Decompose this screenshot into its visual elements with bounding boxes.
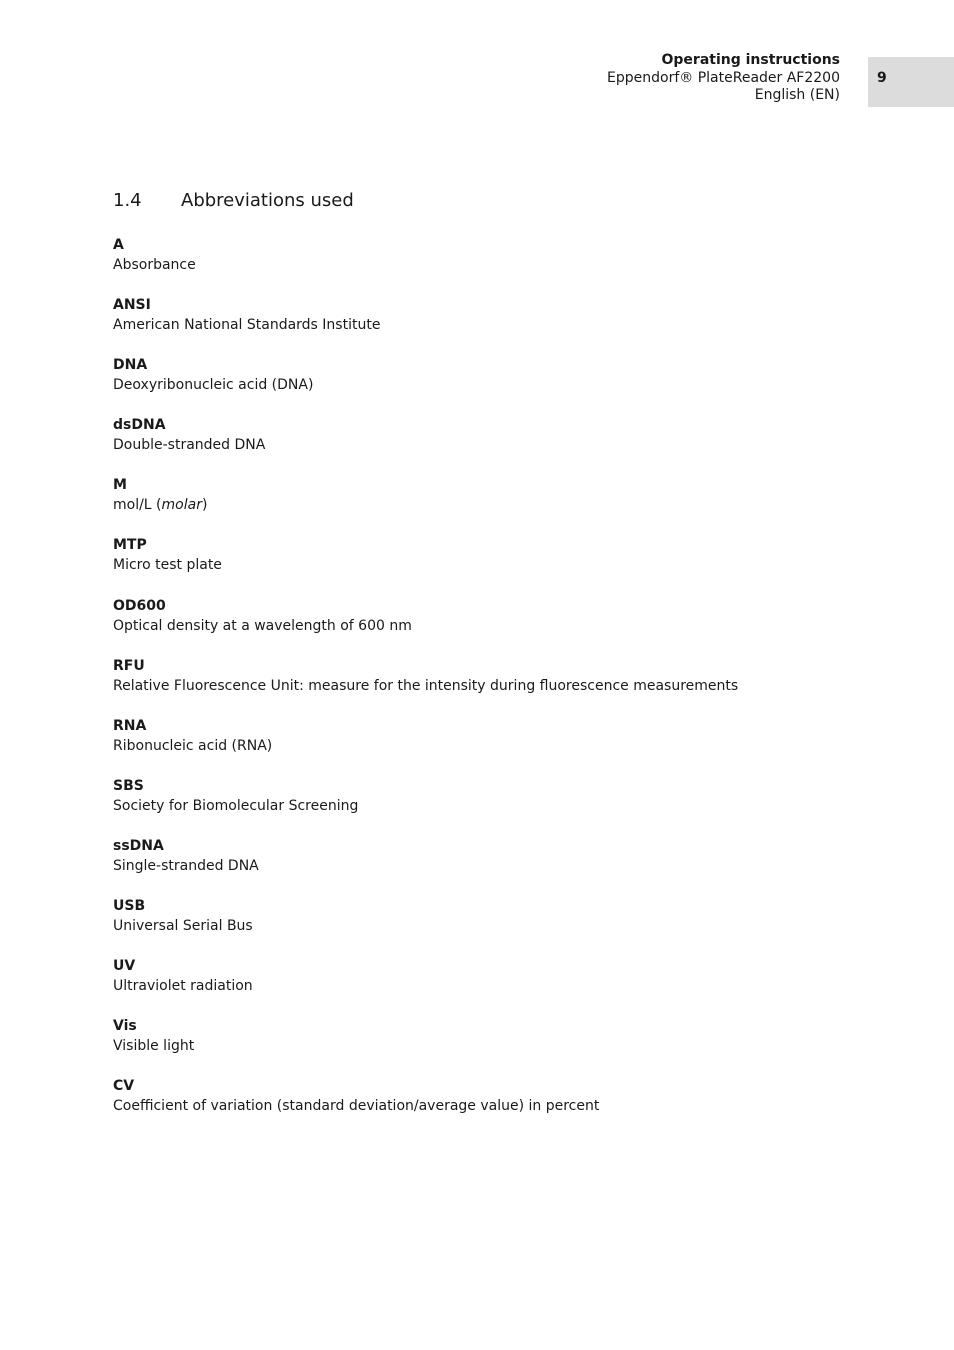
page-number: 9 xyxy=(877,70,887,86)
abbreviation-definition: Ultraviolet radiation xyxy=(113,978,253,995)
abbreviation-term: DNA xyxy=(113,357,148,374)
abbreviation-term: SBS xyxy=(113,777,144,794)
abbreviation-term: ANSI xyxy=(113,297,151,314)
abbreviation-definition: Deoxyribonucleic acid (DNA) xyxy=(113,377,314,394)
abbreviation-term: RFU xyxy=(113,657,145,674)
abbreviation-term: Vis xyxy=(113,1018,137,1035)
section-number: 1.4 xyxy=(113,190,142,211)
page-number-tab xyxy=(868,57,954,107)
abbreviation-definition: Universal Serial Bus xyxy=(113,918,253,935)
abbreviation-definition: Micro test plate xyxy=(113,557,222,574)
abbreviation-item xyxy=(113,777,738,837)
abbreviation-definition: Society for Biomolecular Screening xyxy=(113,797,359,814)
abbreviation-item xyxy=(113,957,738,1017)
abbreviation-term: CV xyxy=(113,1078,135,1095)
abbreviation-item xyxy=(113,717,738,777)
abbreviation-item xyxy=(113,416,738,476)
abbreviation-item xyxy=(113,536,738,596)
abbreviation-list xyxy=(113,236,738,1137)
abbreviation-definition: Coefficient of variation (standard deviation/average value) in percent xyxy=(113,1098,600,1115)
abbreviation-definition: Ribonucleic acid (RNA) xyxy=(113,737,273,754)
abbreviation-item xyxy=(113,1077,738,1137)
abbreviation-term: dsDNA xyxy=(113,417,166,434)
abbreviation-term: MTP xyxy=(113,537,147,554)
abbreviation-definition: Visible light xyxy=(113,1038,195,1055)
abbreviation-item xyxy=(113,657,738,717)
abbreviation-definition: Optical density at a wavelength of 600 nm xyxy=(113,617,412,634)
definition-suffix: ) xyxy=(201,497,208,514)
definition-prefix: mol/L ( xyxy=(113,497,162,514)
section-title: Abbreviations used xyxy=(181,190,354,211)
abbreviation-term: OD600 xyxy=(113,597,166,614)
abbreviation-definition: Double-stranded DNA xyxy=(113,437,266,454)
abbreviation-term: M xyxy=(113,477,127,494)
abbreviation-item xyxy=(113,897,738,957)
abbreviation-item xyxy=(113,296,738,356)
section-heading xyxy=(113,190,354,212)
abbreviation-item xyxy=(113,597,738,657)
abbreviation-definition: Relative Fluorescence Unit: measure for the intensity during fluorescence measurements xyxy=(113,677,739,694)
abbreviation-item xyxy=(113,356,738,416)
abbreviation-term: USB xyxy=(113,898,146,915)
abbreviation-item xyxy=(113,476,738,536)
product-name: Eppendorf® PlateReader AF2200 xyxy=(607,69,840,86)
abbreviation-item xyxy=(113,837,738,897)
abbreviation-term: A xyxy=(113,237,124,253)
abbreviation-item xyxy=(113,1017,738,1077)
document-type: Operating instructions xyxy=(661,52,840,68)
abbreviation-definition: Single-stranded DNA xyxy=(113,857,259,874)
abbreviation-term: RNA xyxy=(113,717,147,734)
abbreviation-term: UV xyxy=(113,958,136,975)
document-language: English (EN) xyxy=(754,87,840,103)
abbreviation-item xyxy=(113,236,738,296)
abbreviation-definition: American National Standards Institute xyxy=(113,317,381,334)
abbreviation-term: ssDNA xyxy=(113,837,164,854)
abbreviation-definition: Absorbance xyxy=(113,257,196,273)
definition-italic: molar xyxy=(161,497,202,514)
page-header xyxy=(607,52,840,105)
abbreviation-definition xyxy=(113,495,738,516)
